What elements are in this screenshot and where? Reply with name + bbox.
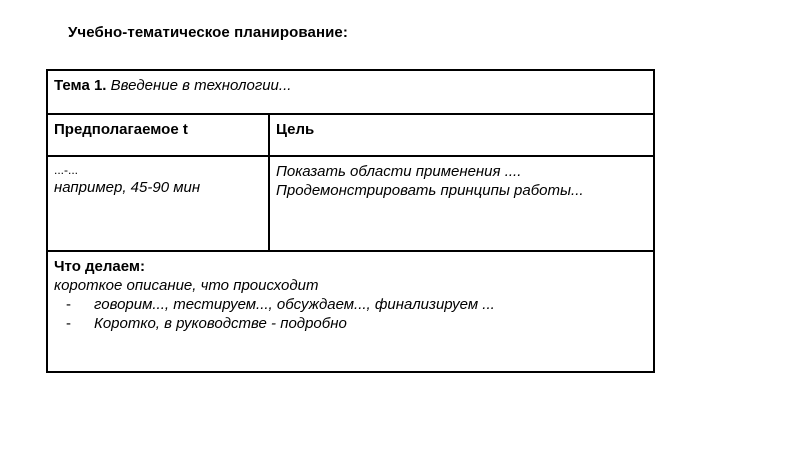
list-item: [54, 295, 647, 314]
doing-heading: Что делаем:: [54, 258, 145, 275]
header-row: [47, 114, 654, 156]
page-title: Учебно-тематическое планирование:: [68, 24, 348, 41]
goal-line-1: Показать области применения ....: [276, 163, 522, 180]
doing-description: короткое описание, что происходит: [54, 277, 319, 294]
bullet-dash: -: [66, 296, 71, 313]
list-item: [54, 314, 647, 333]
content-row: [47, 156, 654, 251]
goal-header: Цель: [276, 121, 315, 138]
goal-line-2: Продемонстрировать принципы работы...: [276, 182, 584, 199]
topic-label: Тема 1.: [54, 77, 107, 94]
doing-list: [54, 295, 647, 333]
time-cell: [47, 156, 269, 251]
list-item-text: говорим..., тестируем..., обсуждаем..., финализируем ...: [94, 296, 495, 313]
list-item-text: Коротко, в руководстве - подробно: [94, 315, 347, 332]
time-range: ...-...: [54, 163, 78, 177]
goal-cell: [269, 156, 654, 251]
time-header-cell: [47, 114, 269, 156]
bullet-dash: -: [66, 315, 71, 332]
time-header: Предполагаемое t: [54, 121, 188, 138]
planning-table: [46, 69, 655, 373]
doing-row: [47, 251, 654, 372]
topic-row: [47, 70, 654, 114]
time-example: например, 45-90 мин: [54, 179, 201, 196]
goal-header-cell: [269, 114, 654, 156]
doing-cell: [47, 251, 654, 372]
topic-cell: [47, 70, 654, 114]
topic-value: Введение в технологии...: [110, 77, 292, 94]
